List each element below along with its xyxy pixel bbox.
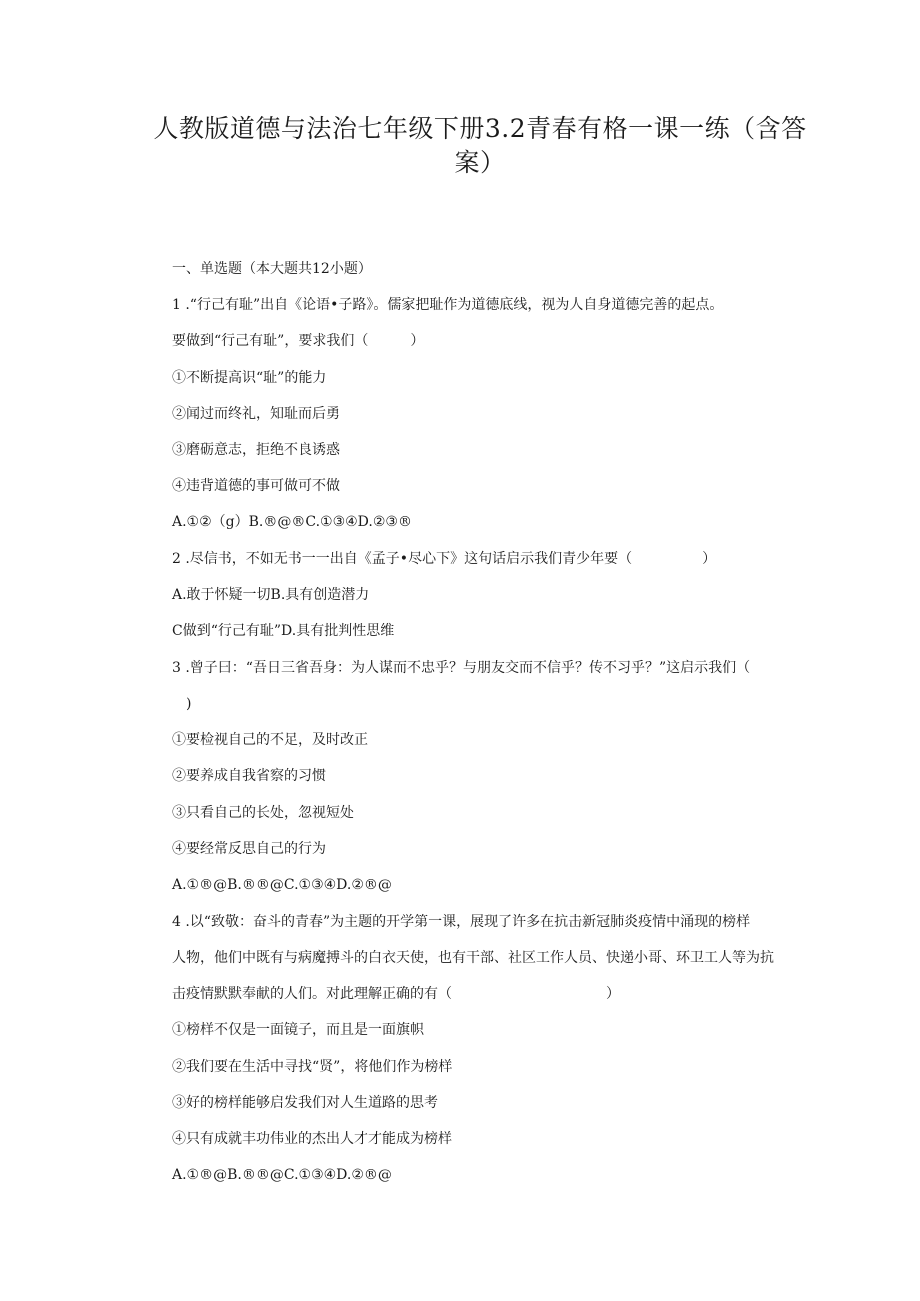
q2-answer-choices-2: C做到“行己有耻”D.具有批判性思维 xyxy=(172,623,395,639)
q3-option-1: ①要检视自己的不足，及时改正 xyxy=(172,732,368,748)
q1-option-2: ②闻过而终礼，知耻而后勇 xyxy=(172,406,340,422)
q3-option-4: ④要经常反思自己的行为 xyxy=(172,841,326,857)
q3-stem-line-2: ) xyxy=(172,696,192,712)
title-line-1: 人教版道德与法治七年级下册3.2青春有格一课一练（含答 xyxy=(153,114,807,143)
q4-stem-line-3: 击疫情默默奉献的人们。对此理解正确的有（ ） xyxy=(172,986,620,1002)
q2-stem-line-1: 2 .尽信书，不如无书一一出自《孟子•尽心下》这句话启示我们青少年要（ ） xyxy=(172,551,717,567)
q4-stem-line-1: 4 .以“致敬：奋斗的青春”为主题的开学第一课，展现了许多在抗击新冠肺炎疫情中涌现的榜样 xyxy=(172,914,751,930)
q3-answer-choices: A.①®@B.®®@C.①③④D.②®@ xyxy=(172,877,392,893)
q1-option-3: ③磨砺意志，拒绝不良诱惑 xyxy=(172,442,340,458)
q1-answer-choices: A.①②（g）B.®@®C.①③④D.②③® xyxy=(172,514,412,530)
q1-stem-line-1: 1 .“行己有耻”出自《论语•子路》。儒家把耻作为道德底线，视为人自身道德完善的起点。 xyxy=(172,297,724,313)
q4-option-4: ④只有成就丰功伟业的杰出人才才能成为榜样 xyxy=(172,1131,452,1147)
q4-stem-line-2: 人物，他们中既有与病魔搏斗的白衣天使，也有干部、社区工作人员、快递小哥、环卫工人等为抗 xyxy=(172,950,774,966)
q3-stem-line-1: 3 .曾子曰：“吾日三省吾身：为人谋而不忠乎？与朋友交而不信乎？传不习乎？”这启示我们（ xyxy=(172,660,751,676)
q4-option-1: ①榜样不仅是一面镜子，而且是一面旗帜 xyxy=(172,1022,424,1038)
q2-answer-choices-1: A.敢于怀疑一切B.具有创造潜力 xyxy=(172,587,370,603)
q1-option-4: ④违背道德的事可做可不做 xyxy=(172,478,340,494)
title-line-2: 案） xyxy=(454,148,506,177)
q4-option-3: ③好的榜样能够启发我们对人生道路的思考 xyxy=(172,1095,438,1111)
q1-option-1: ①不断提高识“耻”的能力 xyxy=(172,370,327,386)
q3-option-2: ②要养成自我省察的习惯 xyxy=(172,768,326,784)
document-title xyxy=(140,112,820,180)
q4-option-2: ②我们要在生活中寻找“贤”，将他们作为榜样 xyxy=(172,1059,453,1075)
q3-option-3: ③只看自己的长处，忽视短处 xyxy=(172,805,354,821)
q1-stem-line-2: 要做到“行己有耻”，要求我们（ ） xyxy=(172,333,425,349)
q4-answer-choices: A.①®@B.®®@C.①③④D.②®@ xyxy=(172,1167,392,1183)
section-heading: 一、单选题（本大题共12小题） xyxy=(172,261,372,277)
